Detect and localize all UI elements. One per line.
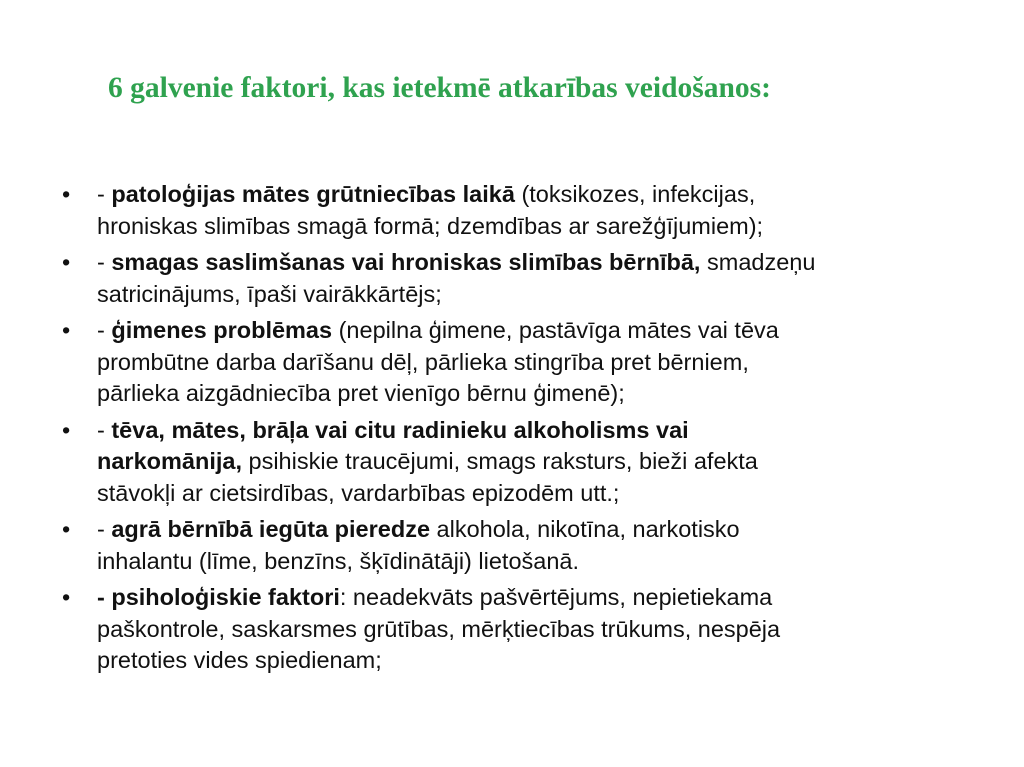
list-item — [62, 247, 982, 310]
item-bold-text: - psiholoģiskie faktori — [97, 584, 340, 610]
item-line — [97, 446, 982, 478]
item-line: paškontrole, saskarsmes grūtības, mērķtiecības trūkums, nespēja — [97, 615, 781, 642]
item-line — [97, 582, 982, 614]
item-text: (toksikozes, infekcijas, — [514, 181, 756, 207]
item-line: pārlieka aizgādniecība pret vienīgo bērnu ģimenē); — [97, 380, 625, 406]
bullet-icon: • — [62, 416, 71, 443]
item-line: inhalantu (līme, benzīns, šķīdinātāji) lietošanā. — [97, 547, 580, 574]
item-line — [97, 247, 982, 279]
item-text: : neadekvāts pašvērtējums, nepietiekama — [339, 584, 773, 610]
item-line — [97, 315, 982, 347]
item-line: stāvokļi ar cietsirdības, vardarbības epizodēm utt.; — [97, 479, 620, 506]
item-line — [97, 179, 982, 211]
item-bold-text: tēva, mātes, brāļa vai citu radinieku alkoholisms vai — [111, 416, 689, 443]
list-item — [62, 179, 982, 242]
item-line: pretoties vides spiedienam; — [97, 647, 382, 673]
item-dash: - — [97, 249, 112, 275]
item-text: alkohola, nikotīna, narkotisko — [430, 516, 740, 542]
item-dash: - — [97, 181, 112, 207]
bullet-icon: • — [62, 584, 71, 610]
bullet-icon: • — [62, 181, 71, 207]
bullet-icon: • — [62, 249, 71, 275]
bullet-icon: • — [62, 516, 71, 542]
item-bold-text: agrā bērnībā iegūta pieredze — [111, 516, 431, 542]
item-dash: - — [97, 516, 112, 542]
list-item — [62, 315, 982, 410]
item-bold-text: smagas saslimšanas vai hroniskas slimības bērnībā, — [111, 249, 701, 275]
slide-title: 6 galvenie faktori, kas ietekmē atkarības veidošanos: — [108, 72, 771, 104]
item-bold-text: narkomānija, — [97, 448, 242, 474]
item-line: satricinājums, īpaši vairākkārtējs; — [97, 280, 442, 307]
list-item — [62, 415, 982, 510]
item-dash: - — [97, 317, 112, 343]
item-text: (nepilna ģimene, pastāvīga mātes vai tēva — [332, 317, 779, 343]
item-dash: - — [97, 416, 112, 443]
list-item — [62, 582, 982, 677]
item-line: prombūtne darba darīšanu dēļ, pārlieka stingrība pret bērniem, — [97, 348, 749, 375]
item-text: smadzeņu — [700, 249, 816, 275]
list-item — [62, 514, 982, 577]
item-line — [97, 415, 982, 447]
item-line: hroniskas slimības smagā formā; dzemdības ar sarežģījumiem); — [97, 212, 764, 239]
item-line — [97, 514, 982, 546]
item-text: psihiskie traucējumi, smags raksturs, bieži afekta — [241, 448, 758, 474]
factor-list — [62, 179, 982, 682]
item-bold-text: ģimenes problēmas — [111, 317, 333, 343]
item-bold-text: patoloģijas mātes grūtniecības laikā — [111, 181, 515, 207]
bullet-icon: • — [62, 317, 71, 343]
